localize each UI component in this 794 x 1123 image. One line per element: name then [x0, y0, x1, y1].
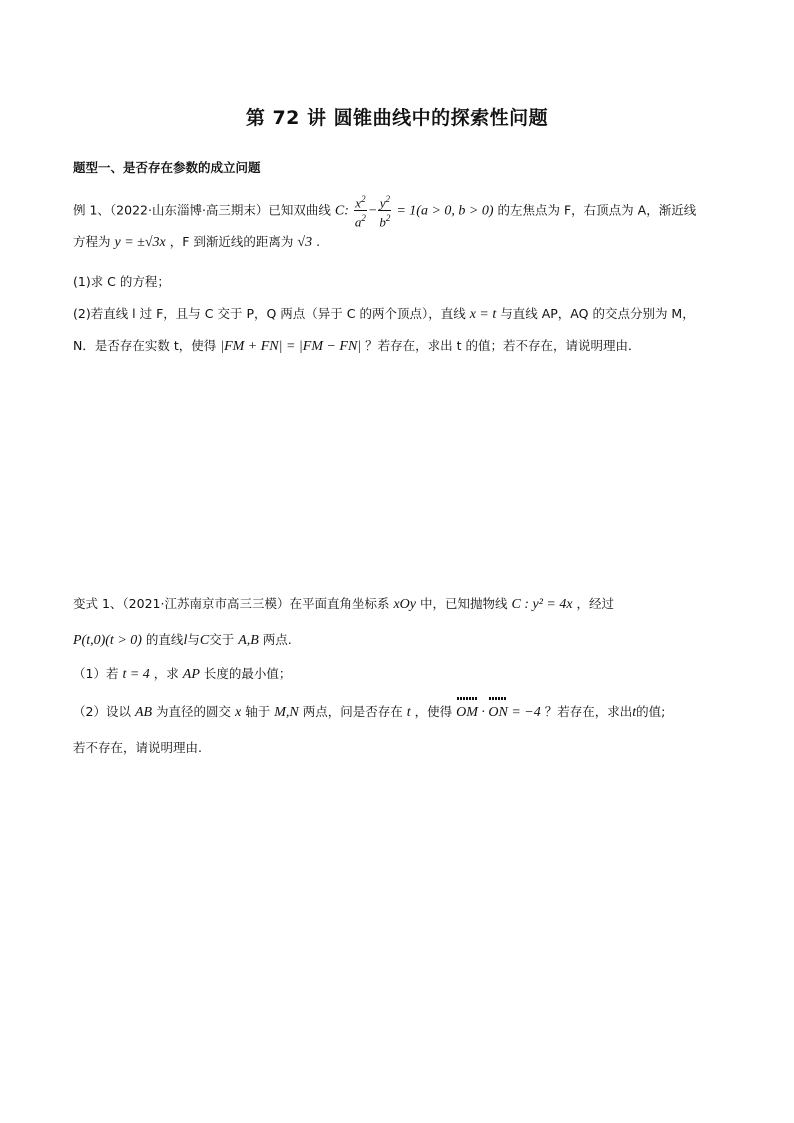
- axis-x: x: [235, 705, 242, 720]
- variant1-line1: [73, 594, 614, 615]
- text-fragment: 两点.: [262, 632, 292, 647]
- text-fragment: ？若存在，求出 t 的值；若不存在，请说明理由．: [365, 338, 641, 353]
- text-fragment: 方程为: [73, 234, 111, 249]
- question-2-line2: [73, 336, 641, 357]
- dot-operator: ·: [477, 705, 489, 720]
- example1-line2: [73, 232, 320, 253]
- text-fragment: 轴于: [245, 704, 271, 719]
- text-fragment: ？若存在，求出: [544, 704, 633, 719]
- fraction-y-over-b: $\frac{y^2}{b^2}$: [379, 194, 391, 230]
- text-fragment: ，求: [153, 666, 179, 681]
- vector-om: OM: [456, 703, 478, 723]
- section-heading: 题型一、是否存在参数的成立问题: [73, 160, 261, 175]
- t-value: t = 4: [122, 667, 150, 682]
- text-fragment: 与直线 AP，AQ 的交点分别为 M，: [500, 306, 695, 321]
- text-fragment: （2）设以: [73, 704, 131, 719]
- points-ab: A,B: [238, 633, 259, 648]
- points-mn: M,N: [274, 705, 299, 720]
- vector-on: ON: [488, 703, 507, 723]
- example1-lead: 例 1、（2022·山东淄博·高三期末）已知双曲线: [73, 202, 331, 218]
- example1-line1: 例 1、（2022·山东淄博·高三期末）已知双曲线 C: $\frac{x^2}{a^2}$ − $\frac{y^2}{b^2}$ = 1(a > 0, b > 0) 的左焦点为 F，右顶点为 A，渐近线: [73, 194, 697, 230]
- question-1: (1)求 C 的方程；: [73, 274, 170, 289]
- variant1-question-2: [73, 702, 665, 723]
- asymptote-equation: y = ±√3x: [114, 235, 166, 250]
- text-fragment: 变式 1、（2021·江苏南京市高三三模）在平面直角坐标系: [73, 596, 390, 611]
- text-fragment: 中，已知抛物线: [419, 596, 508, 611]
- text-fragment: 为直径的圆交: [156, 704, 232, 719]
- coordinate-system: xOy: [393, 597, 416, 612]
- dot-product-value: = −4: [507, 705, 541, 720]
- page-title: 第 72 讲 圆锥曲线中的探索性问题: [245, 107, 549, 129]
- text-fragment: (2)若直线 l 过 F，且与 C 交于 P，Q 两点（异于 C 的两个顶点），直线: [73, 306, 466, 321]
- line-l: l: [183, 633, 188, 648]
- segment-ab: AB: [134, 705, 153, 720]
- text-fragment: ，F 到渐近线的距离为: [169, 234, 294, 249]
- text-fragment: .: [316, 234, 321, 249]
- text-fragment: 与: [187, 632, 200, 647]
- variant1-line2: [73, 630, 292, 651]
- hyperbola-label: C: [334, 203, 345, 219]
- text-fragment: 长度的最小值；: [203, 666, 292, 681]
- curve-c: C: [199, 633, 210, 648]
- text-fragment: 的值;: [636, 704, 666, 719]
- text-fragment: ，使得: [414, 704, 453, 719]
- vector-condition: |FM + FN| = |FM − FN|: [220, 339, 362, 354]
- parabola-equation: C : y² = 4x: [511, 597, 573, 612]
- param-t: t: [632, 705, 637, 720]
- variant1-question-2-cont: 若不存在，请说明理由.: [73, 740, 202, 755]
- line-x-equals-t: x = t: [469, 307, 497, 322]
- distance-value: √3: [297, 235, 313, 250]
- hyperbola-rhs: = 1(a > 0, b > 0): [396, 203, 494, 219]
- text-fragment: N．是否存在实数 t，使得: [73, 338, 217, 353]
- text-fragment: ，经过: [576, 596, 615, 611]
- text-fragment: 交于: [209, 632, 235, 647]
- question-2-line1: [73, 304, 695, 325]
- point-p: P(t,0)(t > 0): [73, 633, 142, 648]
- example1-tail: 的左焦点为 F，右顶点为 A，渐近线: [497, 202, 697, 218]
- param-t: t: [406, 705, 411, 720]
- text-fragment: 两点，问是否存在: [302, 704, 403, 719]
- fraction-x-over-a: $\frac{x^2}{a^2}$: [354, 194, 366, 230]
- segment-ap: AP: [182, 667, 200, 682]
- text-fragment: （1）若: [73, 666, 119, 681]
- variant1-question-1: [73, 664, 291, 685]
- text-fragment: 的直线: [145, 632, 184, 647]
